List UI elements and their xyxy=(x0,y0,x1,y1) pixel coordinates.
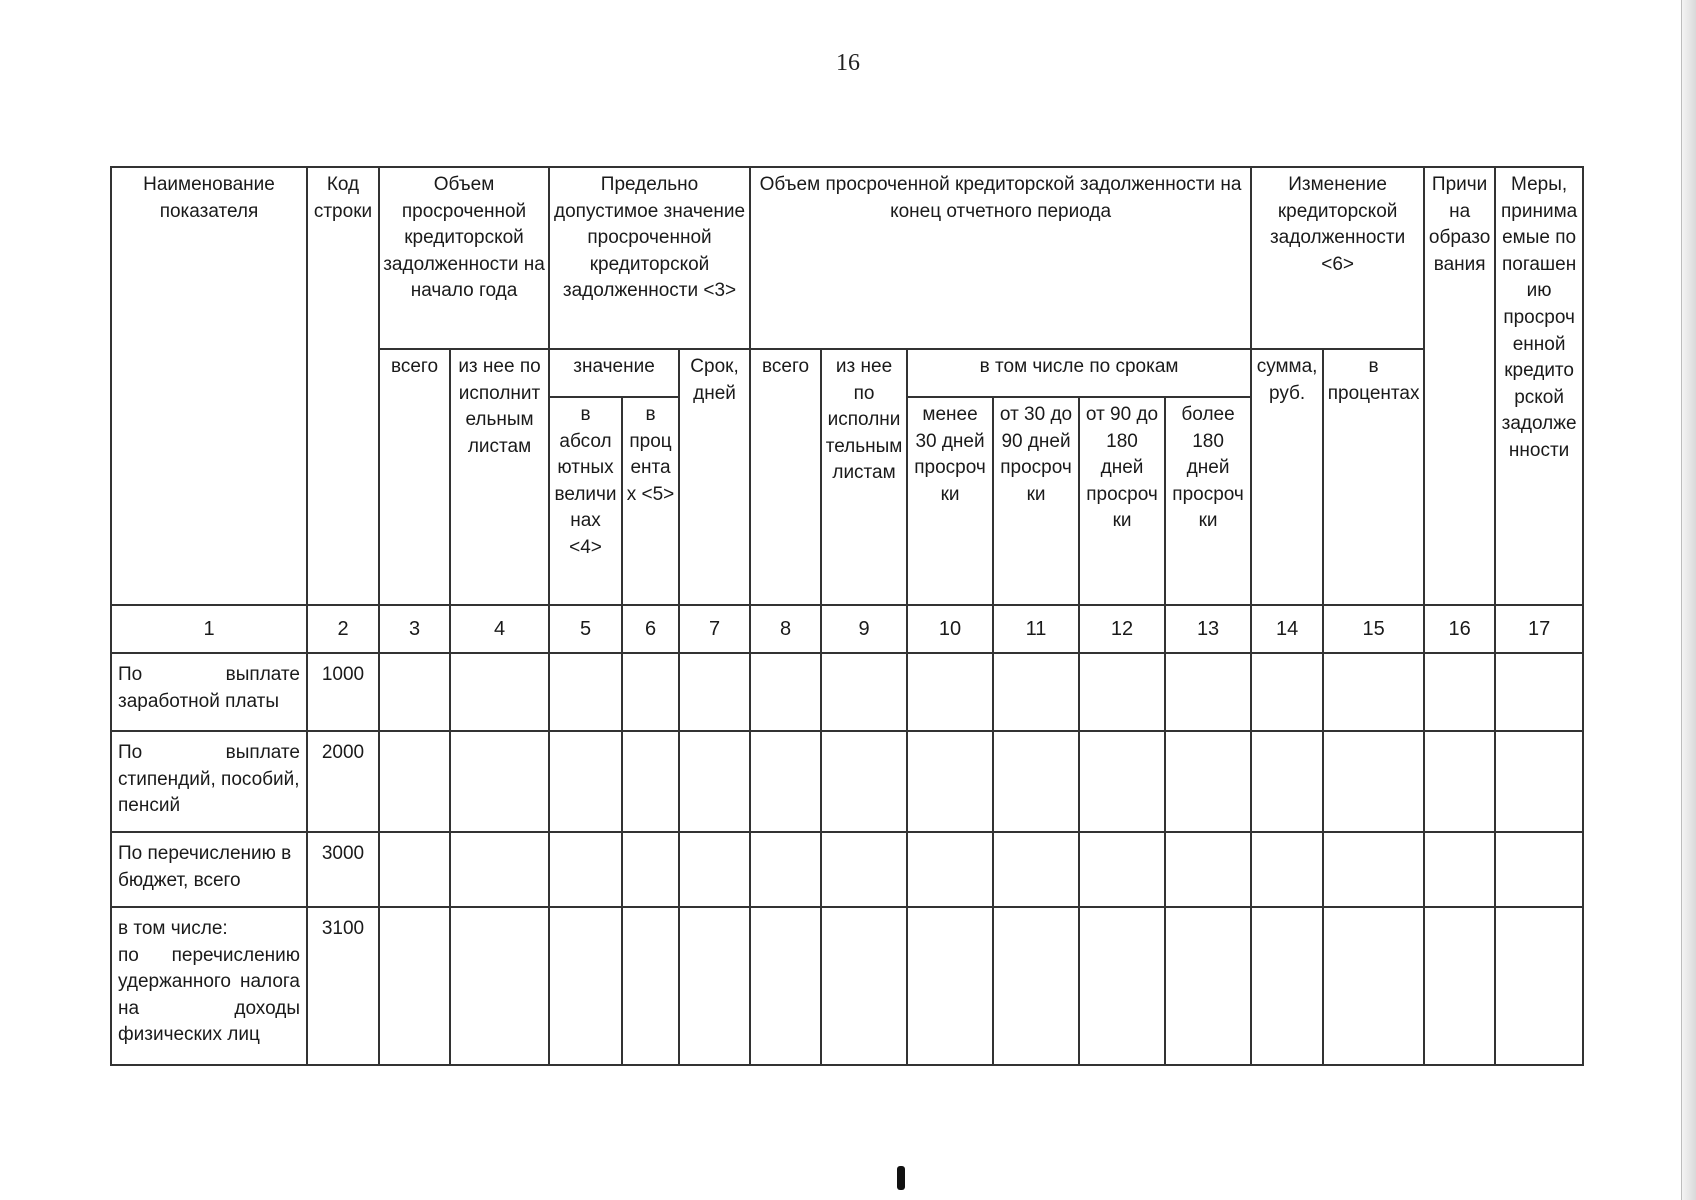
empty-cell xyxy=(750,731,821,832)
column-number: 14 xyxy=(1251,605,1323,653)
empty-cell xyxy=(821,731,907,832)
page-number: 16 xyxy=(836,50,860,76)
header-reason: Причина образования xyxy=(1424,167,1495,605)
column-number: 13 xyxy=(1165,605,1251,653)
column-number: 15 xyxy=(1323,605,1424,653)
column-number: 2 xyxy=(307,605,379,653)
subsubheader-from-30-90: от 30 до 90 дней просрочки xyxy=(993,397,1079,605)
empty-cell xyxy=(1165,731,1251,832)
table-row xyxy=(111,907,1583,1065)
empty-cell xyxy=(549,907,622,1065)
row-code: 1000 xyxy=(307,653,379,731)
subsubheader-from-90-180: от 90 до 180 дней просрочки xyxy=(1079,397,1165,605)
empty-cell xyxy=(1165,907,1251,1065)
subheader-writs-start: из нее по исполнительным листам xyxy=(450,349,549,605)
empty-cell xyxy=(450,832,549,907)
empty-cell xyxy=(622,653,679,731)
empty-cell xyxy=(1323,907,1424,1065)
empty-cell xyxy=(450,907,549,1065)
subsubheader-over-180: более 180 дней просрочки xyxy=(1165,397,1251,605)
subheader-term: Срок, дней xyxy=(679,349,750,605)
subsubheader-percent: в процентах <5> xyxy=(622,397,679,605)
header-name: Наименование показателя xyxy=(111,167,307,605)
column-number-row xyxy=(111,605,1583,653)
empty-cell xyxy=(821,653,907,731)
empty-cell xyxy=(679,653,750,731)
scan-mark xyxy=(897,1166,905,1190)
row-name-first: По выплате xyxy=(118,664,300,685)
row-name-first: в том числе: xyxy=(118,918,228,939)
subsubheader-absolute: в абсолютных величинах <4> xyxy=(549,397,622,605)
column-number: 10 xyxy=(907,605,993,653)
row-name-rest: заработной платы xyxy=(118,690,279,712)
empty-cell xyxy=(993,907,1079,1065)
row-name xyxy=(111,731,307,832)
subheader-change-sum: сумма, руб. xyxy=(1251,349,1323,605)
row-name-first: По выплате xyxy=(118,742,300,763)
empty-cell xyxy=(821,907,907,1065)
empty-cell xyxy=(1495,907,1583,1065)
empty-cell xyxy=(622,832,679,907)
subheader-total-start: всего xyxy=(379,349,450,605)
empty-cell xyxy=(1424,907,1495,1065)
header-row-1 xyxy=(111,167,1583,349)
column-number: 6 xyxy=(622,605,679,653)
table-row xyxy=(111,832,1583,907)
empty-cell xyxy=(907,653,993,731)
empty-cell xyxy=(450,731,549,832)
empty-cell xyxy=(1323,653,1424,731)
header-start-volume: Объем просроченной кредиторской задолженности на начало года xyxy=(379,167,549,349)
header-change: Изменение кредиторской задолженности <6> xyxy=(1251,167,1424,349)
column-number: 1 xyxy=(111,605,307,653)
empty-cell xyxy=(1323,832,1424,907)
table-row xyxy=(111,653,1583,731)
empty-cell xyxy=(1424,731,1495,832)
subheader-by-terms: в том числе по срокам xyxy=(907,349,1251,397)
empty-cell xyxy=(750,653,821,731)
subsubheader-less-30: менее 30 дней просрочки xyxy=(907,397,993,605)
column-number: 9 xyxy=(821,605,907,653)
empty-cell xyxy=(1495,653,1583,731)
empty-cell xyxy=(379,731,450,832)
row-code: 2000 xyxy=(307,731,379,832)
empty-cell xyxy=(1323,731,1424,832)
empty-cell xyxy=(1424,832,1495,907)
empty-cell xyxy=(1424,653,1495,731)
row-name xyxy=(111,832,307,907)
subheader-value: значение xyxy=(549,349,679,397)
empty-cell xyxy=(1495,832,1583,907)
column-number: 7 xyxy=(679,605,750,653)
empty-cell xyxy=(1079,832,1165,907)
empty-cell xyxy=(379,653,450,731)
empty-cell xyxy=(679,832,750,907)
empty-cell xyxy=(993,653,1079,731)
column-number: 11 xyxy=(993,605,1079,653)
column-number: 3 xyxy=(379,605,450,653)
subheader-change-percent: в процентах xyxy=(1323,349,1424,605)
empty-cell xyxy=(821,832,907,907)
row-name xyxy=(111,907,307,1065)
column-number: 5 xyxy=(549,605,622,653)
empty-cell xyxy=(750,907,821,1065)
empty-cell xyxy=(549,731,622,832)
empty-cell xyxy=(1251,731,1323,832)
empty-cell xyxy=(1165,653,1251,731)
empty-cell xyxy=(1079,731,1165,832)
empty-cell xyxy=(907,907,993,1065)
empty-cell xyxy=(1251,832,1323,907)
row-code: 3000 xyxy=(307,832,379,907)
empty-cell xyxy=(379,832,450,907)
empty-cell xyxy=(679,907,750,1065)
column-number: 4 xyxy=(450,605,549,653)
header-measures: Меры, принимаемые по погашению просроченной кредиторской задолженности xyxy=(1495,167,1583,605)
row-name xyxy=(111,653,307,731)
empty-cell xyxy=(1495,731,1583,832)
table-row xyxy=(111,731,1583,832)
empty-cell xyxy=(993,731,1079,832)
subheader-total-end: всего xyxy=(750,349,821,605)
column-number: 17 xyxy=(1495,605,1583,653)
empty-cell xyxy=(1251,907,1323,1065)
empty-cell xyxy=(1165,832,1251,907)
empty-cell xyxy=(622,907,679,1065)
empty-cell xyxy=(549,832,622,907)
report-table xyxy=(110,166,1584,1066)
empty-cell xyxy=(1079,653,1165,731)
header-end-volume: Объем просроченной кредиторской задолженности на конец отчетного периода xyxy=(750,167,1251,349)
row-name-rest: по перечислению удержанного налога на доходы физических лиц xyxy=(118,944,300,1046)
subheader-writs-end: из нее по исполнительным листам xyxy=(821,349,907,605)
empty-cell xyxy=(907,731,993,832)
row-name-first: По перечислению в бюджет, всего xyxy=(118,843,292,891)
empty-cell xyxy=(1079,907,1165,1065)
empty-cell xyxy=(993,832,1079,907)
column-number: 16 xyxy=(1424,605,1495,653)
column-number: 8 xyxy=(750,605,821,653)
empty-cell xyxy=(679,731,750,832)
empty-cell xyxy=(450,653,549,731)
row-code: 3100 xyxy=(307,907,379,1065)
empty-cell xyxy=(1251,653,1323,731)
column-number: 12 xyxy=(1079,605,1165,653)
scan-edge xyxy=(1681,0,1696,1200)
header-limit-value: Предельно допустимое значение просроченной кредиторской задолженности <3> xyxy=(549,167,750,349)
header-code: Код строки xyxy=(307,167,379,605)
empty-cell xyxy=(379,907,450,1065)
empty-cell xyxy=(907,832,993,907)
empty-cell xyxy=(622,731,679,832)
empty-cell xyxy=(750,832,821,907)
empty-cell xyxy=(549,653,622,731)
row-name-rest: стипендий, пособий, пенсий xyxy=(118,768,300,817)
